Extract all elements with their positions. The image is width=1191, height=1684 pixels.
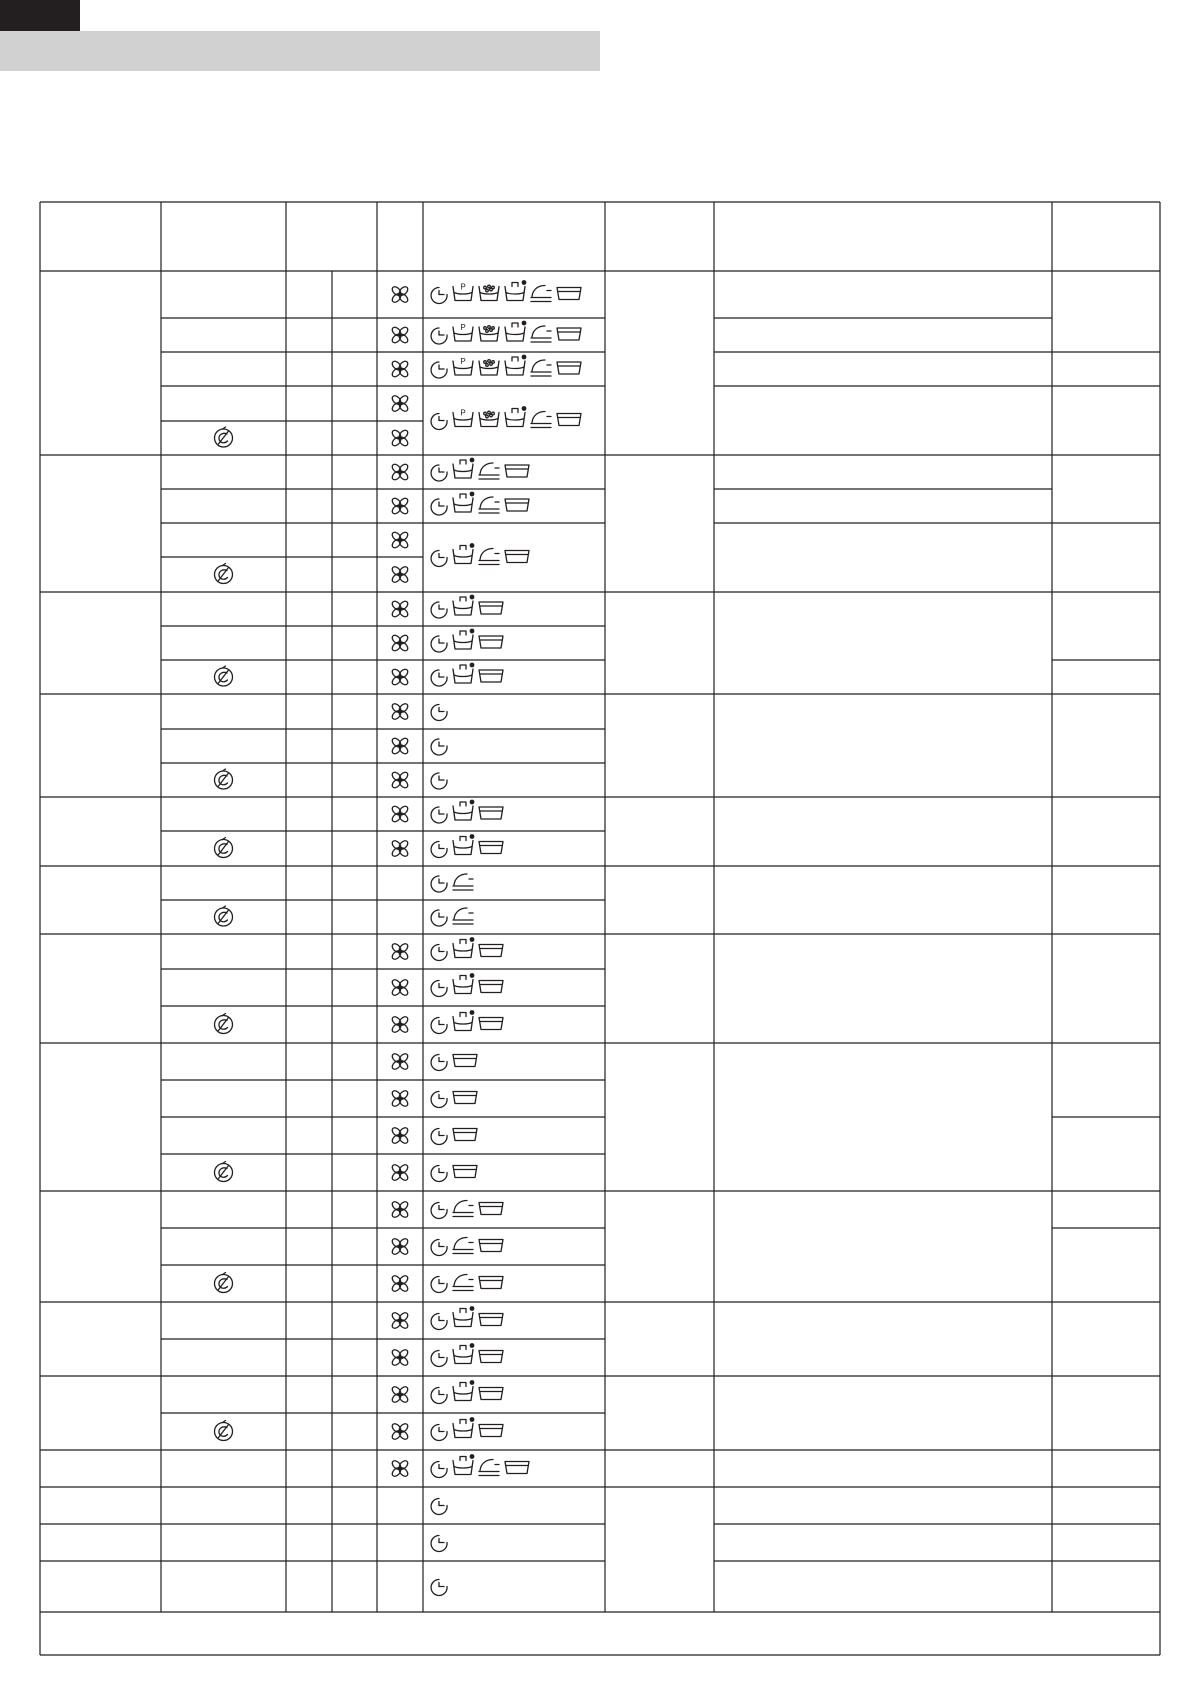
timer-icon: [431, 602, 447, 618]
prewash-icon: [453, 323, 473, 341]
extra-water-icon: [453, 1343, 474, 1363]
easy-iron-icon: [453, 1275, 473, 1291]
easy-iron-icon: [531, 412, 551, 428]
eco-icon: [215, 838, 233, 858]
eco-icon: [215, 427, 233, 447]
fan-icon: [391, 600, 410, 619]
fan-icon: [391, 737, 410, 756]
basin-rinse-icon: [505, 551, 529, 563]
fan-icon: [391, 1422, 410, 1441]
basin-rinse-icon: [453, 1166, 477, 1178]
fan-icon: [391, 702, 410, 721]
options-group: [431, 773, 447, 789]
eco-icon: [215, 906, 233, 926]
stain-icon: [479, 411, 499, 426]
timer-icon: [431, 876, 447, 892]
eco-icon: [215, 769, 233, 789]
timer-icon: [431, 739, 447, 755]
basin-rinse-icon: [479, 1203, 503, 1215]
eco-icon: [215, 1162, 233, 1182]
fan-icon: [391, 771, 410, 790]
extra-water-icon: [453, 1417, 474, 1437]
options-group: [431, 973, 503, 996]
timer-icon: [431, 773, 447, 789]
options-group: [431, 1417, 503, 1440]
easy-iron-icon: [531, 360, 551, 376]
options-group: [431, 937, 503, 960]
basin-rinse-icon: [557, 414, 581, 426]
options-group: [431, 355, 581, 378]
timer-icon: [431, 1536, 447, 1552]
options-group: [431, 1055, 477, 1071]
basin-rinse-icon: [479, 1425, 503, 1437]
timer-icon: [431, 465, 447, 481]
eco-icon: [215, 666, 233, 686]
options-group: [431, 1275, 503, 1293]
timer-icon: [431, 842, 447, 858]
basin-rinse-icon: [479, 1388, 503, 1400]
fan-icon: [391, 1311, 410, 1330]
timer-icon: [431, 1314, 447, 1330]
extra-water-icon: [453, 629, 474, 649]
timer-icon: [431, 1499, 447, 1515]
easy-iron-icon: [453, 908, 473, 924]
timer-icon: [431, 1129, 447, 1145]
easy-iron-icon: [453, 874, 473, 890]
fan-icon: [391, 1274, 410, 1293]
fan-icon: [391, 1385, 410, 1404]
timer-icon: [431, 1166, 447, 1182]
options-group: [431, 739, 447, 755]
easy-iron-icon: [531, 326, 551, 342]
options-group: [431, 1129, 477, 1145]
basin-rinse-icon: [479, 602, 503, 614]
easy-iron-icon: [531, 286, 551, 302]
basin-rinse-icon: [479, 1314, 503, 1326]
extra-water-icon: [505, 321, 526, 341]
easy-iron-icon: [453, 1238, 473, 1254]
fan-icon: [391, 668, 410, 687]
options-group: [431, 800, 503, 823]
options-group: [431, 1499, 447, 1515]
fan-icon: [391, 565, 410, 584]
basin-rinse-icon: [479, 981, 503, 993]
extra-water-icon: [505, 406, 526, 426]
prewash-icon: [453, 357, 473, 375]
basin-rinse-icon: [479, 1240, 503, 1252]
timer-icon: [431, 1351, 447, 1367]
options-group: [431, 543, 529, 566]
fan-icon: [391, 1200, 410, 1219]
extra-water-icon: [453, 663, 474, 683]
extra-water-icon: [453, 834, 474, 854]
options-group: [431, 629, 503, 652]
extra-water-icon: [453, 458, 474, 478]
timer-icon: [431, 1018, 447, 1034]
extra-water-icon: [453, 1380, 474, 1400]
fan-icon: [391, 463, 410, 482]
basin-rinse-icon: [453, 1055, 477, 1067]
svg-text:P: P: [460, 408, 466, 418]
svg-text:P: P: [460, 357, 466, 366]
easy-iron-icon: [479, 1460, 499, 1476]
basin-rinse-icon: [505, 465, 529, 477]
options-group: [431, 1380, 503, 1403]
fan-icon: [391, 634, 410, 653]
fan-icon: [391, 1163, 410, 1182]
easy-iron-icon: [479, 549, 499, 565]
timer-icon: [431, 705, 447, 721]
fan-icon: [391, 1126, 410, 1145]
options-group: [431, 1343, 503, 1366]
fan-icon: [391, 1089, 410, 1108]
easy-iron-icon: [479, 497, 499, 513]
eco-icon: [215, 1273, 233, 1293]
basin-rinse-icon: [479, 636, 503, 648]
fan-icon: [391, 1237, 410, 1256]
basin-rinse-icon: [479, 945, 503, 957]
timer-icon: [431, 328, 447, 344]
options-group: [431, 1580, 447, 1596]
fan-icon: [391, 394, 410, 413]
timer-icon: [431, 636, 447, 652]
fan-icon: [391, 805, 410, 824]
fan-icon: [391, 285, 410, 304]
prewash-icon: [453, 409, 473, 427]
svg-text:P: P: [460, 323, 466, 332]
extra-water-icon: [453, 1010, 474, 1030]
timer-icon: [431, 362, 447, 378]
extra-water-icon: [453, 1454, 474, 1474]
options-group: [431, 321, 581, 344]
fan-icon: [391, 497, 410, 516]
timer-icon: [431, 945, 447, 961]
stain-icon: [479, 285, 499, 300]
fan-icon: [391, 978, 410, 997]
stain-icon: [479, 326, 499, 341]
eco-icon: [215, 564, 233, 584]
extra-water-icon: [453, 492, 474, 512]
extra-water-icon: [505, 355, 526, 375]
timer-icon: [431, 981, 447, 997]
options-group: [431, 1306, 503, 1329]
timer-icon: [431, 1425, 447, 1441]
fan-icon: [391, 1052, 410, 1071]
fan-icon: [391, 360, 410, 379]
options-group: [431, 595, 503, 618]
fan-icon: [391, 531, 410, 550]
extra-water-icon: [453, 595, 474, 615]
extra-water-icon: [453, 973, 474, 993]
basin-rinse-icon: [479, 1277, 503, 1289]
basin-rinse-icon: [557, 288, 581, 300]
timer-icon: [431, 910, 447, 926]
timer-icon: [431, 499, 447, 515]
basin-rinse-icon: [557, 362, 581, 374]
timer-icon: [431, 551, 447, 567]
easy-iron-icon: [453, 1201, 473, 1217]
options-group: [431, 1010, 503, 1033]
fan-icon: [391, 429, 410, 448]
options-group: [431, 663, 503, 686]
basin-rinse-icon: [479, 842, 503, 854]
timer-icon: [431, 807, 447, 823]
extra-water-icon: [453, 1306, 474, 1326]
timer-icon: [431, 1580, 447, 1596]
timer-icon: [431, 1240, 447, 1256]
fan-icon: [391, 942, 410, 961]
fan-icon: [391, 1015, 410, 1034]
options-group: [431, 280, 581, 303]
extra-water-icon: [453, 800, 474, 820]
options-group: [431, 1238, 503, 1256]
fan-icon: [391, 326, 410, 345]
options-group: [431, 908, 473, 926]
basin-rinse-icon: [557, 328, 581, 340]
options-group: [431, 1536, 447, 1552]
timer-icon: [431, 1462, 447, 1478]
basin-rinse-icon: [479, 1351, 503, 1363]
basin-rinse-icon: [479, 1018, 503, 1030]
extra-water-icon: [505, 280, 526, 300]
basin-rinse-icon: [479, 807, 503, 819]
easy-iron-icon: [479, 463, 499, 479]
extra-water-icon: [453, 937, 474, 957]
fan-icon: [391, 1348, 410, 1367]
timer-icon: [431, 670, 447, 686]
eco-icon: [215, 1421, 233, 1441]
eco-icon: [215, 1014, 233, 1034]
options-group: [431, 874, 473, 892]
options-group: [431, 1454, 529, 1477]
options-group: [431, 1166, 477, 1182]
options-group: [431, 705, 447, 721]
options-group: [431, 406, 581, 429]
timer-icon: [431, 1388, 447, 1404]
timer-icon: [431, 1277, 447, 1293]
fan-icon: [391, 839, 410, 858]
options-group: [431, 492, 529, 515]
prewash-icon: [453, 283, 473, 301]
options-group: [431, 458, 529, 481]
options-group: [431, 1092, 477, 1108]
basin-rinse-icon: [505, 499, 529, 511]
stain-icon: [479, 360, 499, 375]
options-group: [431, 834, 503, 857]
timer-icon: [431, 1203, 447, 1219]
timer-icon: [431, 288, 447, 304]
basin-rinse-icon: [505, 1462, 529, 1474]
basin-rinse-icon: [453, 1092, 477, 1104]
timer-icon: [431, 414, 447, 430]
timer-icon: [431, 1055, 447, 1071]
svg-text:P: P: [460, 282, 466, 292]
extra-water-icon: [453, 543, 474, 563]
options-group: [431, 1201, 503, 1219]
timer-icon: [431, 1092, 447, 1108]
fan-icon: [391, 1459, 410, 1478]
basin-rinse-icon: [479, 670, 503, 682]
basin-rinse-icon: [453, 1129, 477, 1141]
